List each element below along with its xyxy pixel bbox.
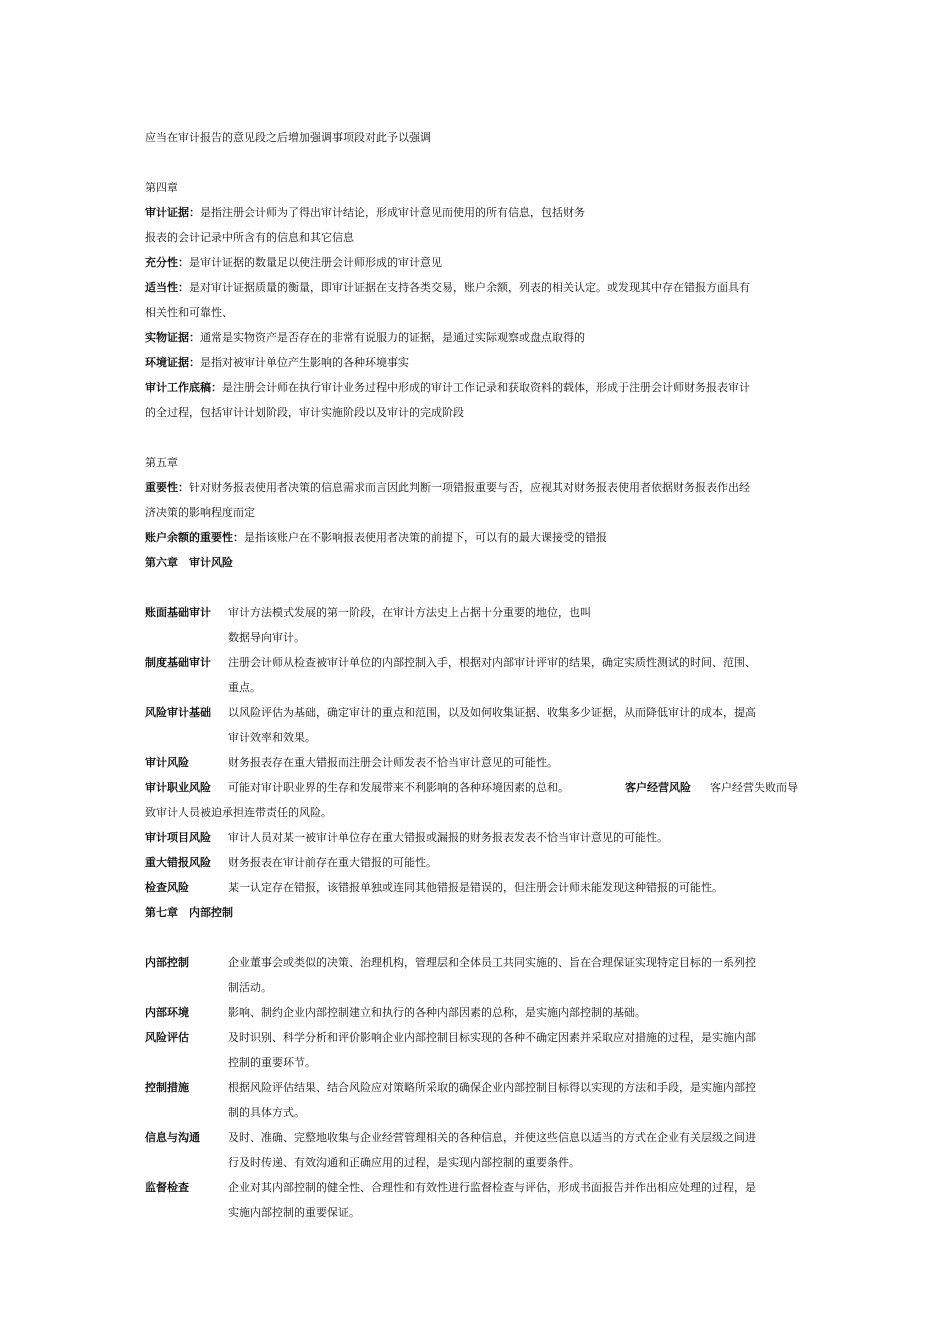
text-monitoring-cont: 实施内部控制的重要保证。 <box>228 1206 360 1219</box>
text-internal-control: 企业董事会或类似的决策、治理机构，管理层和全体员工共同实施的、旨在合理保证实现特定目标的一系列控 <box>228 956 756 969</box>
definition-physical-evidence <box>145 331 585 345</box>
term-information-communication: 信息与沟通 <box>145 1131 200 1144</box>
text-book-based-audit: 审计方法模式发展的第一阶段，在审计方法史上占据十分重要的地位，也叫 <box>228 606 591 619</box>
text-engagement-risk: 审计人员对某一被审计单位存在重大错报或漏报的财务报表发表不恰当审计意见的可能性。 <box>228 831 668 844</box>
text-appropriateness-cont: 相关性和可靠性、 <box>145 306 233 319</box>
text-monitoring: 企业对其内部控制的健全性、合理性和有效性进行监督检查与评估，形成书面报告并作出相应处理的过程，是 <box>228 1181 756 1194</box>
term-risk-assessment: 风险评估 <box>145 1031 189 1044</box>
definition-materiality <box>145 481 750 495</box>
term-physical-evidence: 实物证据： <box>145 331 200 344</box>
definition-account-materiality <box>145 531 607 545</box>
text-book-based-audit-cont: 数据导向审计。 <box>228 631 305 644</box>
text-system-based-audit-cont: 重点。 <box>228 681 261 694</box>
text-risk-based-audit: 以风险评估为基础，确定审计的重点和范围，以及如何收集证据、收集多少证据，从而降低审计的成本，提高 <box>228 706 756 719</box>
text-workpaper: 是注册会计师在执行审计业务过程中形成的审计工作记录和获取资料的载体，形成于注册会计师财务报表审计 <box>222 381 750 394</box>
term-control-activities: 控制措施 <box>145 1081 189 1094</box>
text-client-business-risk-cont: 致审计人员被迫承担连带责任的风险。 <box>145 806 332 819</box>
term-audit-risk: 审计风险 <box>145 756 189 769</box>
term-materiality: 重要性： <box>145 481 189 494</box>
intro-line: 应当在审计报告的意见段之后增加强调事项段对此予以强调 <box>145 131 431 144</box>
text-environment-evidence: 是指对被审计单位产生影响的各种环境事实 <box>200 356 409 369</box>
definition-appropriateness <box>145 281 750 295</box>
text-materiality: 针对财务报表使用者决策的信息需求而言因此判断一项错报重要与否，应视其对财务报表使用者依据财务报表作出经 <box>189 481 750 494</box>
definition-sufficiency <box>145 256 442 270</box>
text-client-business-risk: 客户经营失败而导 <box>710 781 798 794</box>
term-internal-control: 内部控制 <box>145 956 189 969</box>
chapter-4-heading: 第四章 <box>145 181 178 194</box>
term-workpaper: 审计工作底稿： <box>145 381 222 394</box>
text-occupational-risk: 可能对审计职业界的生存和发展带来不利影响的各种环境因素的总和。 <box>228 781 569 794</box>
term-internal-environment: 内部环境 <box>145 1006 189 1019</box>
definition-workpaper <box>145 381 750 395</box>
term-appropriateness: 适当性： <box>145 281 189 294</box>
text-internal-control-cont: 制活动。 <box>228 981 272 994</box>
term-engagement-risk: 审计项目风险 <box>145 831 211 844</box>
term-material-misstatement-risk: 重大错报风险 <box>145 856 211 869</box>
term-monitoring: 监督检查 <box>145 1181 189 1194</box>
term-occupational-risk: 审计职业风险 <box>145 781 211 794</box>
chapter-7-heading: 第七章 内部控制 <box>145 906 233 919</box>
text-internal-environment: 影响、制约企业内部控制建立和执行的各种内部因素的总称，是实施内部控制的基础。 <box>228 1006 646 1019</box>
term-system-based-audit: 制度基础审计 <box>145 656 211 669</box>
term-audit-evidence: 审计证据： <box>145 206 200 219</box>
definition-audit-evidence <box>145 206 585 220</box>
text-audit-evidence: 是指注册会计师为了得出审计结论，形成审计意见而使用的所有信息，包括财务 <box>200 206 585 219</box>
term-book-based-audit: 账面基础审计 <box>145 606 211 619</box>
text-detection-risk: 某一认定存在错报，该错报单独或连同其他错报是错误的，但注册会计师未能发现这种错报的可能性。 <box>228 881 723 894</box>
text-workpaper-cont: 的全过程，包括审计计划阶段，审计实施阶段以及审计的完成阶段 <box>145 406 464 419</box>
term-detection-risk: 检查风险 <box>145 881 189 894</box>
chapter-5-heading: 第五章 <box>145 456 178 469</box>
text-risk-assessment: 及时识别、科学分析和评价影响企业内部控制目标实现的各种不确定因素并采取应对措施的过程，是实施内部 <box>228 1031 756 1044</box>
term-sufficiency: 充分性： <box>145 256 189 269</box>
text-risk-assessment-cont: 控制的重要环节。 <box>228 1056 316 1069</box>
term-account-materiality: 账户余额的重要性： <box>145 531 244 544</box>
text-audit-risk: 财务报表存在重大错报而注册会计师发表不恰当审计意见的可能性。 <box>228 756 558 769</box>
term-environment-evidence: 环境证据： <box>145 356 200 369</box>
text-appropriateness: 是对审计证据质量的衡量，即审计证据在支持各类交易，账户余额，列表的相关认定。或发现其中存在错报方面具有 <box>189 281 750 294</box>
text-information-communication-cont: 行及时传递、有效沟通和正确应用的过程，是实现内部控制的重要条件。 <box>228 1156 580 1169</box>
text-control-activities-cont: 制的具体方式。 <box>228 1106 305 1119</box>
text-risk-based-audit-cont: 审计效率和效果。 <box>228 731 316 744</box>
text-control-activities: 根据风险评估结果、结合风险应对策略所采取的确保企业内部控制目标得以实现的方法和手段，是实施内部控 <box>228 1081 756 1094</box>
text-system-based-audit: 注册会计师从检查被审计单位的内部控制入手，根据对内部审计评审的结果，确定实质性测试的时间、范围、 <box>228 656 756 669</box>
text-sufficiency: 是审计证据的数量足以使注册会计师形成的审计意见 <box>189 256 442 269</box>
text-material-misstatement-risk: 财务报表在审计前存在重大错报的可能性。 <box>228 856 437 869</box>
text-account-materiality: 是指该账户在不影响报表使用者决策的前提下，可以有的最大课接受的错报 <box>244 531 607 544</box>
text-information-communication: 及时、准确、完整地收集与企业经营管理相关的各种信息，并使这些信息以适当的方式在企业有关层级之间进 <box>228 1131 756 1144</box>
text-physical-evidence: 通常是实物资产是否存在的非常有说服力的证据，是通过实际观察或盘点取得的 <box>200 331 585 344</box>
term-risk-based-audit: 风险审计基础 <box>145 706 211 719</box>
term-client-business-risk: 客户经营风险 <box>625 781 691 794</box>
chapter-6-heading: 第六章 审计风险 <box>145 556 233 569</box>
text-audit-evidence-cont: 报表的会计记录中所含有的信息和其它信息 <box>145 231 354 244</box>
definition-environment-evidence <box>145 356 409 370</box>
text-materiality-cont: 济决策的影响程度而定 <box>145 506 255 519</box>
